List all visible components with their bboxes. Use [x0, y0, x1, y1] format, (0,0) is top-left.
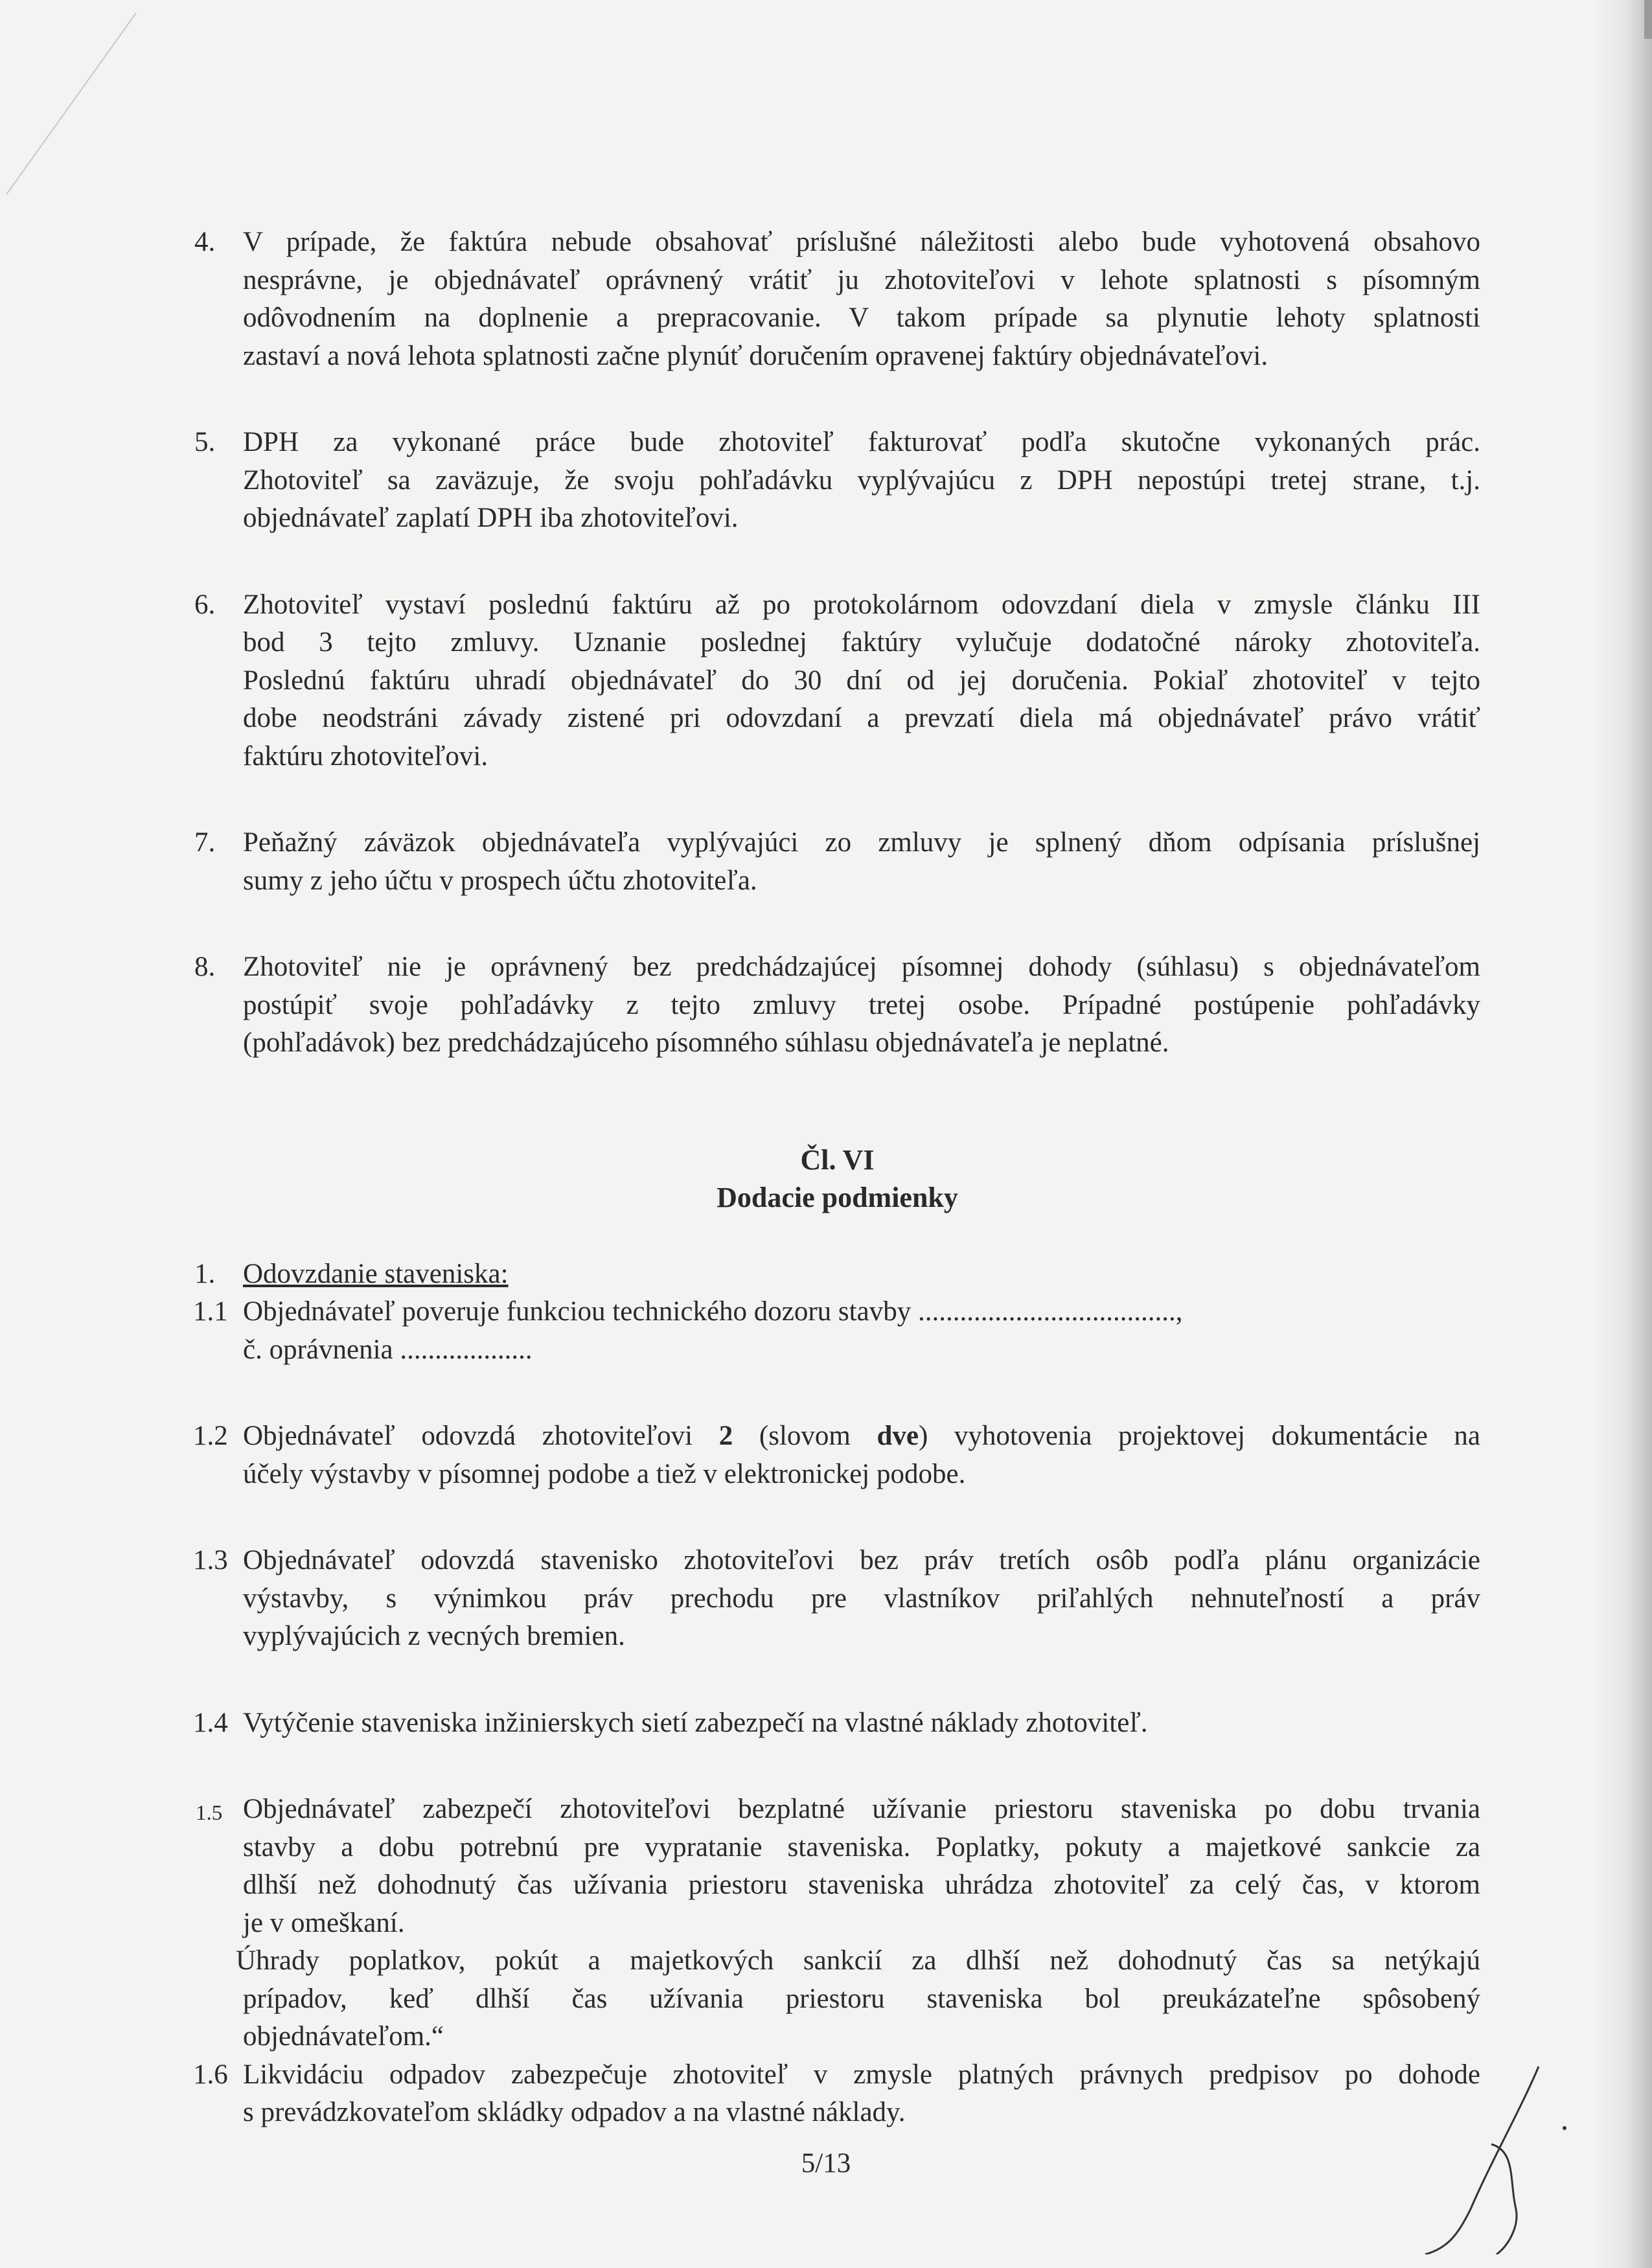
subclause-1-4 — [194, 1704, 1480, 1743]
article-number: Čl. VI — [800, 1143, 875, 1176]
text-line: Likvidáciu odpadov zabezpečuje zhotoviteľ v zmysle platných právnych predpisov po dohode — [243, 2059, 1480, 2090]
text-line: zastaví a nová lehota splatnosti začne plynúť doručením opravenej faktúry objednávateľovi. — [243, 340, 1268, 371]
subclause-number: 1.1 — [193, 1296, 228, 1327]
text-line: č. oprávnenia ................... — [243, 1334, 533, 1365]
clause-7 — [194, 824, 1480, 900]
text-line: postúpiť svoje pohľadávky z tejto zmluvy tretej osobe. Prípadné postúpenie pohľadávky — [243, 989, 1480, 1020]
text-line: dlhší než dohodnutý čas užívania priestoru staveniska uhrádza zhotoviteľ za celý čas, v ktorom — [243, 1870, 1480, 1900]
text-line: objednávateľ zaplatí DPH iba zhotoviteľovi. — [243, 503, 739, 533]
text-line: prípadov, keď dlhší čas užívania priestoru staveniska bol preukázateľne spôsobený — [243, 1983, 1480, 2014]
clause-number: 6. — [194, 589, 216, 620]
text-line: Vytýčenie staveniska inžinierskych sietí zabezpečí na vlastné náklady zhotoviteľ. — [243, 1707, 1148, 1738]
page-number: 5/13 — [801, 2148, 851, 2179]
text-line: Zhotoviteľ vystaví poslednú faktúru až po protokolárnom odovzdaní diela v zmysle článku III — [243, 589, 1480, 620]
scan-edge-mark — [1644, 0, 1652, 39]
text-line: (pohľadávok) bez predchádzajúceho písomného súhlasu objednávateľa je neplatné. — [243, 1027, 1169, 1058]
clause-4 — [194, 223, 1480, 375]
subclause-1-5 — [194, 1791, 1480, 2056]
text-line: nesprávne, je objednávateľ oprávnený vrátiť ju zhotoviteľovi v lehote splatnosti s písomným — [243, 264, 1480, 295]
text-line: odôvodnením na doplnenie a prepracovanie. V takom prípade sa plynutie lehoty splatnosti — [243, 303, 1480, 333]
text-line: vyplývajúcich z vecných bremien. — [243, 1621, 625, 1651]
clause-6 — [194, 586, 1480, 776]
subclause-number: 1.4 — [193, 1707, 228, 1738]
clause-number: 4. — [194, 227, 216, 257]
scan-corner-mark — [0, 0, 168, 220]
text-line: Objednávateľ poveruje funkciou technického dozoru stavby ....................................., — [243, 1296, 1183, 1327]
text-line: výstavby, s výnimkou práv prechodu pre vlastníkov priľahlých nehnuteľností a práv — [243, 1583, 1480, 1614]
text-line: Objednávateľ zabezpečí zhotoviteľovi bezplatné užívanie priestoru staveniska po dobu trvania — [243, 1794, 1480, 1824]
subclause-1-2 — [194, 1417, 1480, 1493]
text-line: Peňažný záväzok objednávateľa vyplývajúci zo zmluvy je splnený dňom odpísania príslušnej — [243, 827, 1480, 858]
text-line: Objednávateľ odovzdá zhotoviteľovi 2 (slovom dve) vyhotovenia projektovej dokumentácie na — [243, 1421, 1481, 1451]
text-line: s prevádzkovateľom skládky odpadov a na vlastné náklady. — [243, 2097, 906, 2127]
copies-count: 2 — [718, 1421, 733, 1451]
section-number: 1. — [194, 1258, 216, 1289]
clause-number: 7. — [194, 827, 216, 858]
text-line: Objednávateľ odovzdá stavenisko zhotoviteľovi bez práv tretích osôb podľa plánu organizácie — [243, 1545, 1480, 1575]
handwritten-signature — [1412, 2060, 1581, 2254]
clause-number: 8. — [194, 952, 216, 982]
text-line: stavby a dobu potrebnú pre vypratanie staveniska. Poplatky, pokuty a majetkové sankcie za — [243, 1831, 1480, 1862]
text-line: Zhotoviteľ sa zaväzuje, že svoju pohľadávku vyplývajúcu z DPH nepostúpi tretej strane, t.j. — [243, 464, 1480, 496]
section-1 — [194, 1255, 1480, 1294]
text-line: je v omeškaní. — [243, 1907, 405, 1938]
text-line: Zhotoviteľ nie je oprávnený bez predchádzajúcej písomnej dohody (súhlasu) s objednávateľom — [243, 952, 1480, 982]
subclause-1-3 — [194, 1542, 1480, 1656]
subclause-number: 1.3 — [193, 1545, 228, 1575]
text-line: bod 3 tejto zmluvy. Uznanie poslednej faktúry vylučuje dodatočné nároky zhotoviteľa. — [243, 627, 1480, 658]
article-title: Dodacie podmienky — [717, 1181, 958, 1213]
subclause-number: 1.6 — [193, 2059, 228, 2090]
text-line: dobe neodstráni závady zistené pri odovzdaní a prevzatí diela má objednávateľ právo vrátiť — [243, 703, 1480, 733]
text-line: Úhrady poplatkov, pokút a majetkových sankcií za dlhší než dohodnutý čas sa netýkajú — [236, 1945, 1480, 1976]
subclause-number: 1.2 — [193, 1421, 228, 1451]
clause-number: 5. — [194, 427, 216, 457]
copies-count-words: dve — [877, 1421, 919, 1451]
subclause-1-1 — [194, 1293, 1480, 1369]
subclause-1-6 — [194, 2056, 1480, 2132]
scan-edge-shadow — [1594, 0, 1652, 2268]
text-line: objednávateľom.“ — [243, 2021, 444, 2052]
subclause-number: 1.5 — [196, 1802, 223, 1825]
section-title: Odovzdanie staveniska: — [243, 1258, 509, 1289]
text-line: účely výstavby v písomnej podobe a tiež v elektronickej podobe. — [243, 1458, 966, 1489]
clause-8 — [194, 948, 1480, 1062]
text-line: V prípade, že faktúra nebude obsahovať príslušné náležitosti alebo bude vyhotovená obsahovo — [243, 227, 1480, 257]
text-line: faktúru zhotoviteľovi. — [243, 740, 488, 772]
text-line: Poslednú faktúru uhradí objednávateľ do 30 dní od jej doručenia. Pokiaľ zhotoviteľ v tejto — [243, 665, 1480, 696]
text-line: sumy z jeho účtu v prospech účtu zhotoviteľa. — [243, 865, 757, 896]
text-line: DPH za vykonané práce bude zhotoviteľ fakturovať podľa skutočne vykonaných prác. — [243, 427, 1480, 457]
clause-5 — [194, 424, 1480, 538]
document-body — [194, 223, 1480, 2132]
